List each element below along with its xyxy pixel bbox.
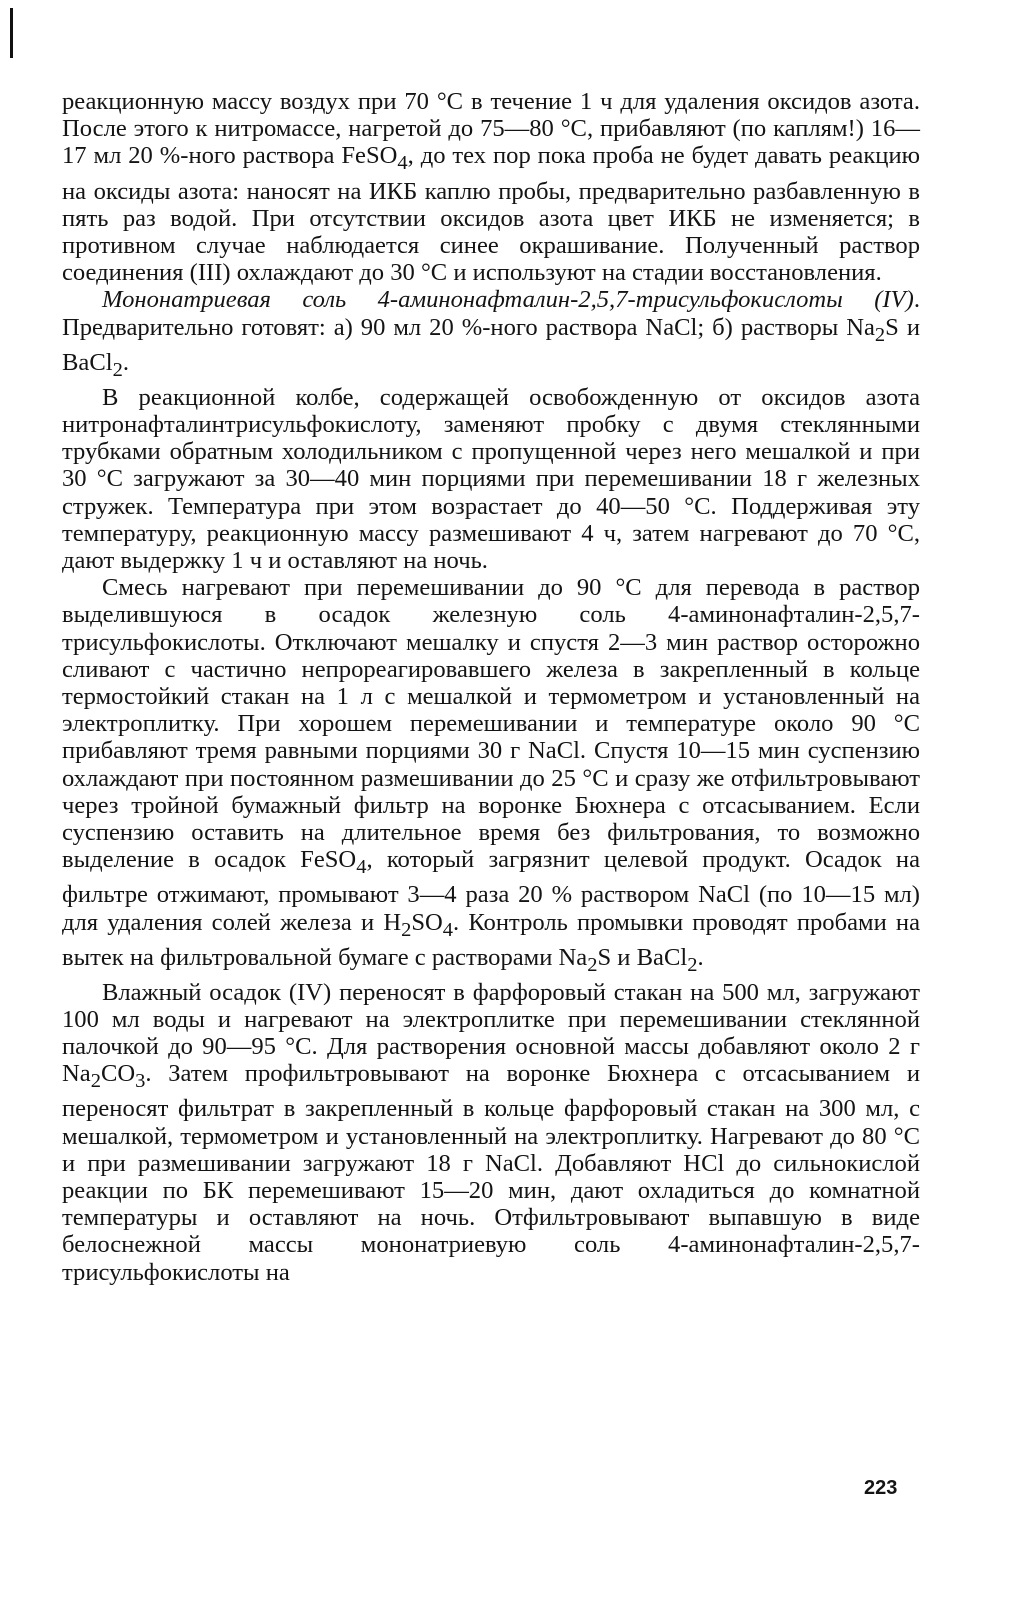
paragraph-p5	[62, 979, 920, 1286]
subscript: 2	[687, 953, 698, 976]
subscript: 4	[442, 918, 454, 941]
page-body	[62, 88, 920, 1286]
text-run: . Предварительно готовят: а) 90 мл 20 %-ного раствора NaCl; б) растворы Na	[62, 286, 920, 341]
subscript: 2	[90, 1070, 101, 1093]
page-edge-mark	[10, 8, 13, 58]
paragraph-p1	[62, 88, 920, 286]
italic-heading: Мононатриевая соль 4-аминонафталин-2,5,7-трисульфокислоты (IV)	[102, 286, 914, 314]
paragraph-p4	[62, 574, 920, 979]
subscript: 2	[401, 918, 412, 941]
text-run: реакционную массу воздух при 70 °C в течение 1 ч для удаления оксидов азота. После этого к нитромассе, нагретой до 75—80 °C, прибавляют (по каплям!) 16—17 мл 20 %-ного раствора FeSO	[62, 88, 920, 170]
subscript: 4	[356, 856, 367, 879]
text-run: S и BaCl	[597, 943, 688, 971]
text-run: Влажный осадок (IV) переносят в фарфоровый стакан на 500 мл, загружают 100 мл воды и нагревают на электроплитке при перемешивании стеклянной палочкой до 90—95 °C. Для растворения основной массы добавляют около 2 г Na	[62, 978, 920, 1088]
text-run: . Затем профильтровывают на воронке Бюхнера с отсасыванием и переносят фильтрат в закрепленный в кольце фарфоровый стакан на 300 мл, с мешалкой, термометром и установленный на электроплитку. Нагревают до 80 °C и при размешивании загружают 18 г NaCl. Добавляют HCl до сильнокислой реакции по БК перемешивают 15—20 мин, дают охладиться до комнатной температуры и оставляют на ночь. Отфильтровывают выпавшую в виде белоснежной массы мононатриевую соль 4-аминонафталин-2,5,7-трисульфокислоты на	[62, 1060, 920, 1286]
text-run: SO	[411, 908, 443, 936]
subscript: 4	[397, 152, 408, 175]
subscript: 2	[112, 358, 123, 381]
text-run: .	[122, 348, 129, 376]
subscript: 2	[587, 953, 598, 976]
text-run: S и BaCl	[62, 313, 920, 376]
paragraph-p2	[62, 286, 920, 383]
text-run: Смесь нагревают при перемешивании до 90 °C для перевода в раствор выделившуюся в осадок железную соль 4-аминонафталин-2,5,7-трисульфокислоты. Отключают мешалку и спустя 2—3 мин раствор осторожно сливают с частично непрореагировавшего железа в закрепленный в кольце термостойкий стакан на 1 л с мешалкой и термометром и установленный на электроплитку. При хорошем перемешивании и температуре около 90 °C прибавляют тремя равными порциями 30 г NaCl. Спустя 10—15 мин суспензию охлаждают при постоянном размешивании до 25 °C и сразу же отфильтровывают через тройной бумажный фильтр на воронке Бюхнера с отсасыванием. Если суспензию оставить на длительное время без фильтрования, то возможно выделение в осадок FeSO	[62, 574, 920, 874]
text-run: CO	[100, 1060, 136, 1088]
text-run: .	[697, 943, 704, 971]
subscript: 3	[135, 1070, 146, 1093]
paragraph-p3	[62, 384, 920, 574]
text-run: В реакционной колбе, содержащей освобожденную от оксидов азота нитронафталинтрисульфокислоту, заменяют пробку с двумя стеклянными трубками обратным холодильником с пропущенной через него мешалкой и при 30 °C загружают за 30—40 мин порциями при перемешивании 18 г железных стружек. Температура при этом возрастает до 40—50 °C. Поддерживая эту температуру, реакционную массу размешивают 4 ч, затем нагревают до 70 °C, дают выдержку 1 ч и оставляют на ночь.	[62, 383, 920, 574]
subscript: 2	[874, 323, 886, 346]
text-run: , до тех пор пока проба не будет давать реакцию на оксиды азота: наносят на ИКБ каплю пробы, предварительно разбавленную в пять раз водой. При отсутствии оксидов азота цвет ИКБ не изменяется; в противном случае наблюдается синее окрашивание. Полученный раствор соединения (III) охлаждают до 30 °C и используют на стадии восстановления.	[62, 142, 920, 287]
text-run: , который загрязнит целевой продукт. Осадок на фильтре отжимают, промывают 3—4 раза 20 % раствором NaCl (по 10—15 мл) для удаления солей железа и H	[62, 846, 920, 936]
page-number: 223	[864, 1477, 898, 1499]
text-run: . Контроль промывки проводят пробами на вытек на фильтровальной бумаге с растворами Na	[62, 908, 920, 971]
